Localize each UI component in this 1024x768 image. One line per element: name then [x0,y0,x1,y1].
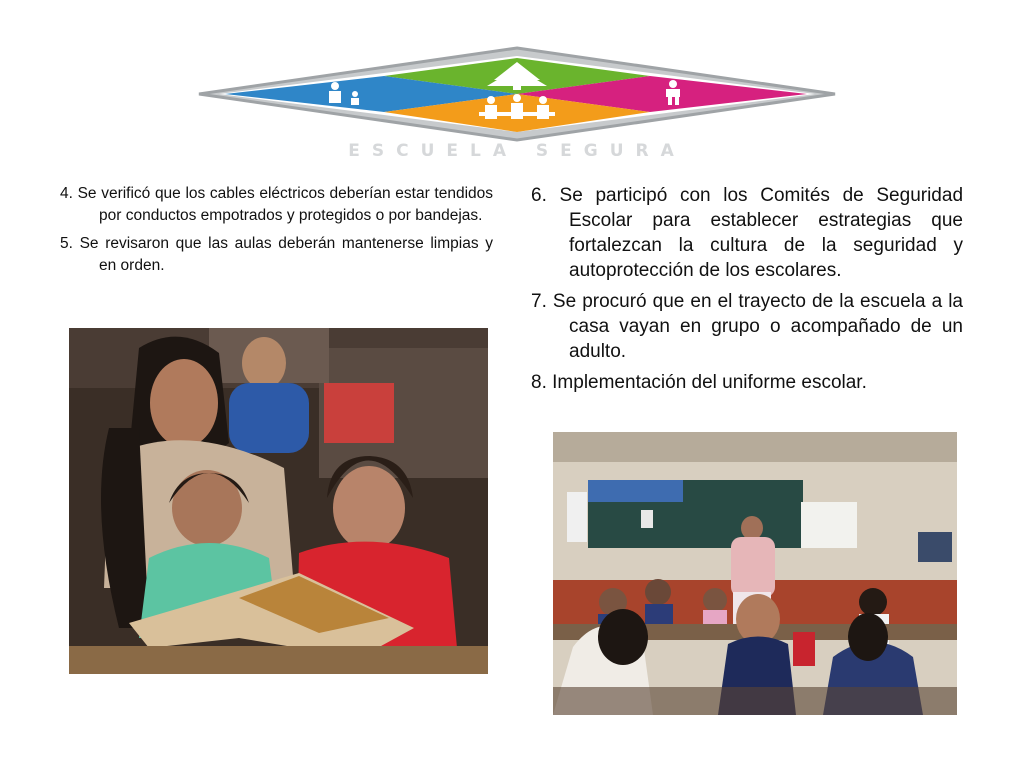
logo-text: ESCUELA SEGURA [348,141,686,159]
escuela-segura-logo [195,44,840,159]
list-item [531,370,963,395]
item-text: Se participó con los Comités de Seguridad Escolar para establecer estrategias que fortalezcan la cultura de la seguridad y autoprotección de los escolares. [559,185,964,281]
classroom-photo-students-uniform [553,432,957,715]
children-group-icon [479,94,555,119]
item-number: 8. [531,372,547,393]
list-item [60,233,493,277]
list-item [531,183,963,283]
item-number: 5. [60,235,73,252]
item-text: Implementación del uniforme escolar. [552,372,867,393]
item-number: 7. [531,291,547,312]
left-text-column [60,183,493,283]
list-item [60,183,493,227]
item-text: Se verificó que los cables eléctricos deberían estar tendidos por conductos empotrados y protegidos o por bandejas. [77,185,494,224]
item-number: 4. [60,185,73,202]
right-text-column [531,183,963,401]
item-text: Se revisaron que las aulas deberán mantenerse limpias y en orden. [79,235,493,274]
item-number: 6. [531,185,547,206]
classroom-photo-mother-children [69,328,488,674]
item-text: Se procuró que en el trayecto de la escuela a la casa vayan en grupo o acompañado de un adulto. [552,291,963,362]
list-item [531,289,963,364]
